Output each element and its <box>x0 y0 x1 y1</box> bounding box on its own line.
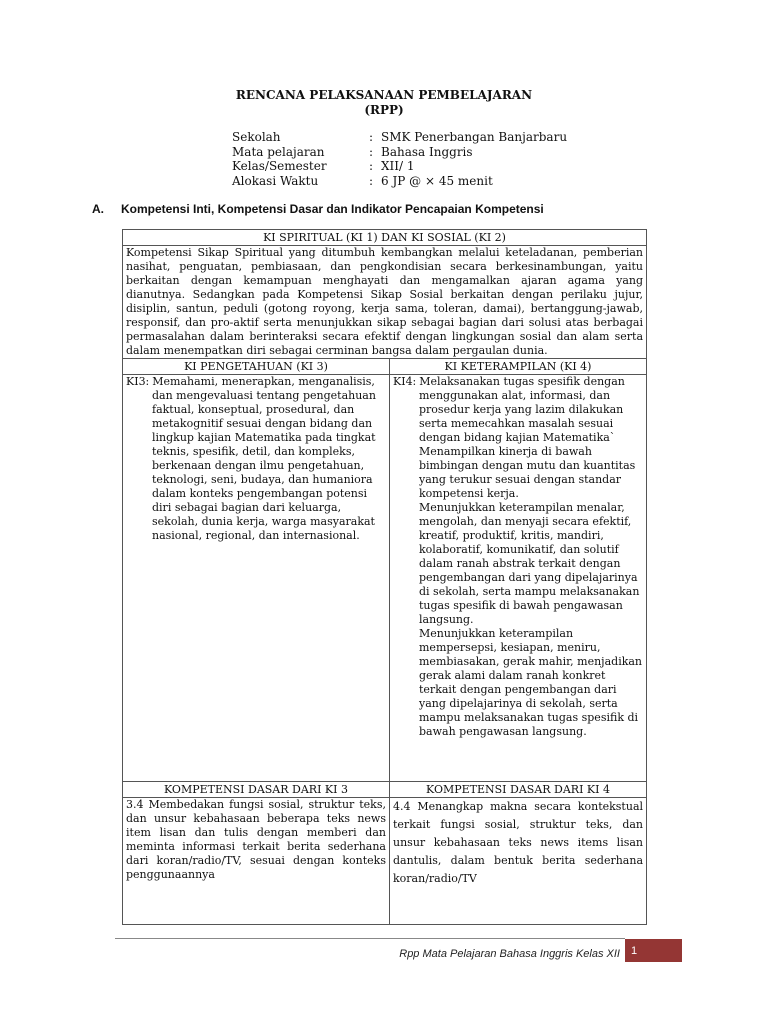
document-subtitle: (RPP) <box>364 103 404 117</box>
footer-divider <box>115 938 625 939</box>
kd3-text: 3.4 Membedakan fungsi sosial, struktur teks, dan unsur kebahasaan beberapa teks news item lisan dan tulis dengan memberi dan meminta informasi terkait berita sederhana dari koran/radio/TV, sesuai dengan konteks penggunaannya <box>123 798 390 925</box>
section-letter: A. <box>92 202 104 216</box>
ki4-first-line: Melaksanakan tugas spesifik dengan <box>419 375 625 388</box>
ki-spiritual-header: KI SPIRITUAL (KI 1) DAN KI SOSIAL (KI 2) <box>123 230 647 246</box>
kd4-text: 4.4 Menangkap makna secara kontekstual terkait fungsi sosial, struktur teks, dan unsur kebahasaan teks news items lisan dantulis, dalam bentuk berita sederhana koran/radio/TV <box>390 798 647 925</box>
ki3-header: KI PENGETAHUAN (KI 3) <box>123 359 390 375</box>
info-colon: : <box>369 159 374 173</box>
competency-table <box>122 229 647 925</box>
ki4-paragraph: Menampilkan kinerja di bawah bimbingan dengan mutu dan kuantitas yang terukur sesuai dengan standar kompetensi kerja. <box>419 445 636 500</box>
section-a-heading <box>92 202 544 216</box>
info-row-school <box>232 130 567 145</box>
page-number-badge <box>625 939 682 962</box>
page-number: 1 <box>631 944 638 957</box>
ki4-paragraph: Menunjukkan keterampilan menalar, mengolah, dan menyaji secara efektif, kreatif, produktif, kritis, mandiri, kolaboratif, komunikatif, dan solutif dalam ranah abstrak terkait dengan pengembangan dari yang dipelajarinya di sekolah, serta mampu melaksanakan tugas spesifik di bawah pengawasan langsung. <box>419 501 640 626</box>
info-row-time <box>232 174 567 189</box>
ki3-cell <box>123 375 390 782</box>
identity-block <box>232 130 567 188</box>
info-colon: : <box>369 173 374 188</box>
ki4-code: KI4: <box>393 375 417 388</box>
info-colon: : <box>369 130 374 144</box>
ki3-first-line: Memahami, menerapkan, menganalisis, <box>152 375 375 388</box>
info-label: Kelas/Semester <box>232 159 327 173</box>
ki4-paragraph: Menunjukkan keterampilan mempersepsi, kesiapan, meniru, membiasakan, gerak mahir, menjadikan gerak alami dalam ranah konkret terkait dengan pengembangan dari yang dipelajarinya di sekolah, serta mampu melaksanakan tugas spesifik di bawah pengawasan langsung. <box>419 627 643 738</box>
info-value: Bahasa Inggris <box>381 144 473 159</box>
info-value: 6 JP @ × 45 menit <box>381 173 493 188</box>
info-row-class <box>232 159 567 174</box>
kd3-header: KOMPETENSI DASAR DARI KI 3 <box>123 782 390 798</box>
document-title: RENCANA PELAKSANAAN PEMBELAJARAN <box>235 88 533 102</box>
info-row-subject <box>232 145 567 160</box>
ki3-text: dan mengevaluasi tentang pengetahuan faktual, konseptual, prosedural, dan metakognitif sesuai dengan bidang dan lingkup kajian Matematika pada tingkat teknis, spesifik, detil, dan kompleks, berkenaan dengan ilmu pengetahuan, teknologi, seni, budaya, dan humaniora dalam konteks pengembangan potensi diri sebagai bagian dari keluarga, sekolah, dunia kerja, warga masyarakat nasional, regional, dan internasional. <box>152 389 376 542</box>
info-label: Mata pelajaran <box>232 144 325 159</box>
ki4-text: menggunakan alat, informasi, dan prosedur kerja yang lazim dilakukan serta memecahkan masalah sesuai dengan bidang kajian Matematika` <box>419 389 624 444</box>
info-value: SMK Penerbangan Banjarbaru <box>381 130 568 144</box>
section-title: Kompetensi Inti, Kompetensi Dasar dan Indikator Pencapaian Kompetensi <box>121 202 544 216</box>
info-colon: : <box>369 144 374 159</box>
ki4-cell <box>390 375 647 782</box>
ki3-code: KI3: <box>126 375 150 388</box>
ki-spiritual-text: Kompetensi Sikap Spiritual yang ditumbuh kembangkan melalui keteladanan, pemberian nasihat, penguatan, pembiasaan, dan pengkondisian secara berkesinambungan, yaitu berkaitan dengan kemampuan menghayati dan mengamalkan ajaran agama yang dianutnya. Sedangkan pada Kompetensi Sikap Sosial berkaitan dengan perilaku jujur, disiplin, santun, peduli (gotong royong, kerja sama, toleran, damai), bertanggung-jawab, responsif, dan pro-aktif serta menunjukkan sikap sebagai bagian dari solusi atas berbagai permasalahan dalam berinteraksi secara efektif dengan lingkungan sosial dan alam serta dalam menempatkan diri sebagai cerminan bangsa dalam pergaulan dunia. <box>123 246 647 359</box>
kd4-header: KOMPETENSI DASAR DARI KI 4 <box>390 782 647 798</box>
footer-text: Rpp Mata Pelajaran Bahasa Inggris Kelas XII <box>399 948 620 960</box>
info-label: Alokasi Waktu <box>232 173 319 188</box>
ki4-header: KI KETERAMPILAN (KI 4) <box>390 359 647 375</box>
info-label: Sekolah <box>232 130 281 144</box>
info-value: XII/ 1 <box>381 159 415 173</box>
